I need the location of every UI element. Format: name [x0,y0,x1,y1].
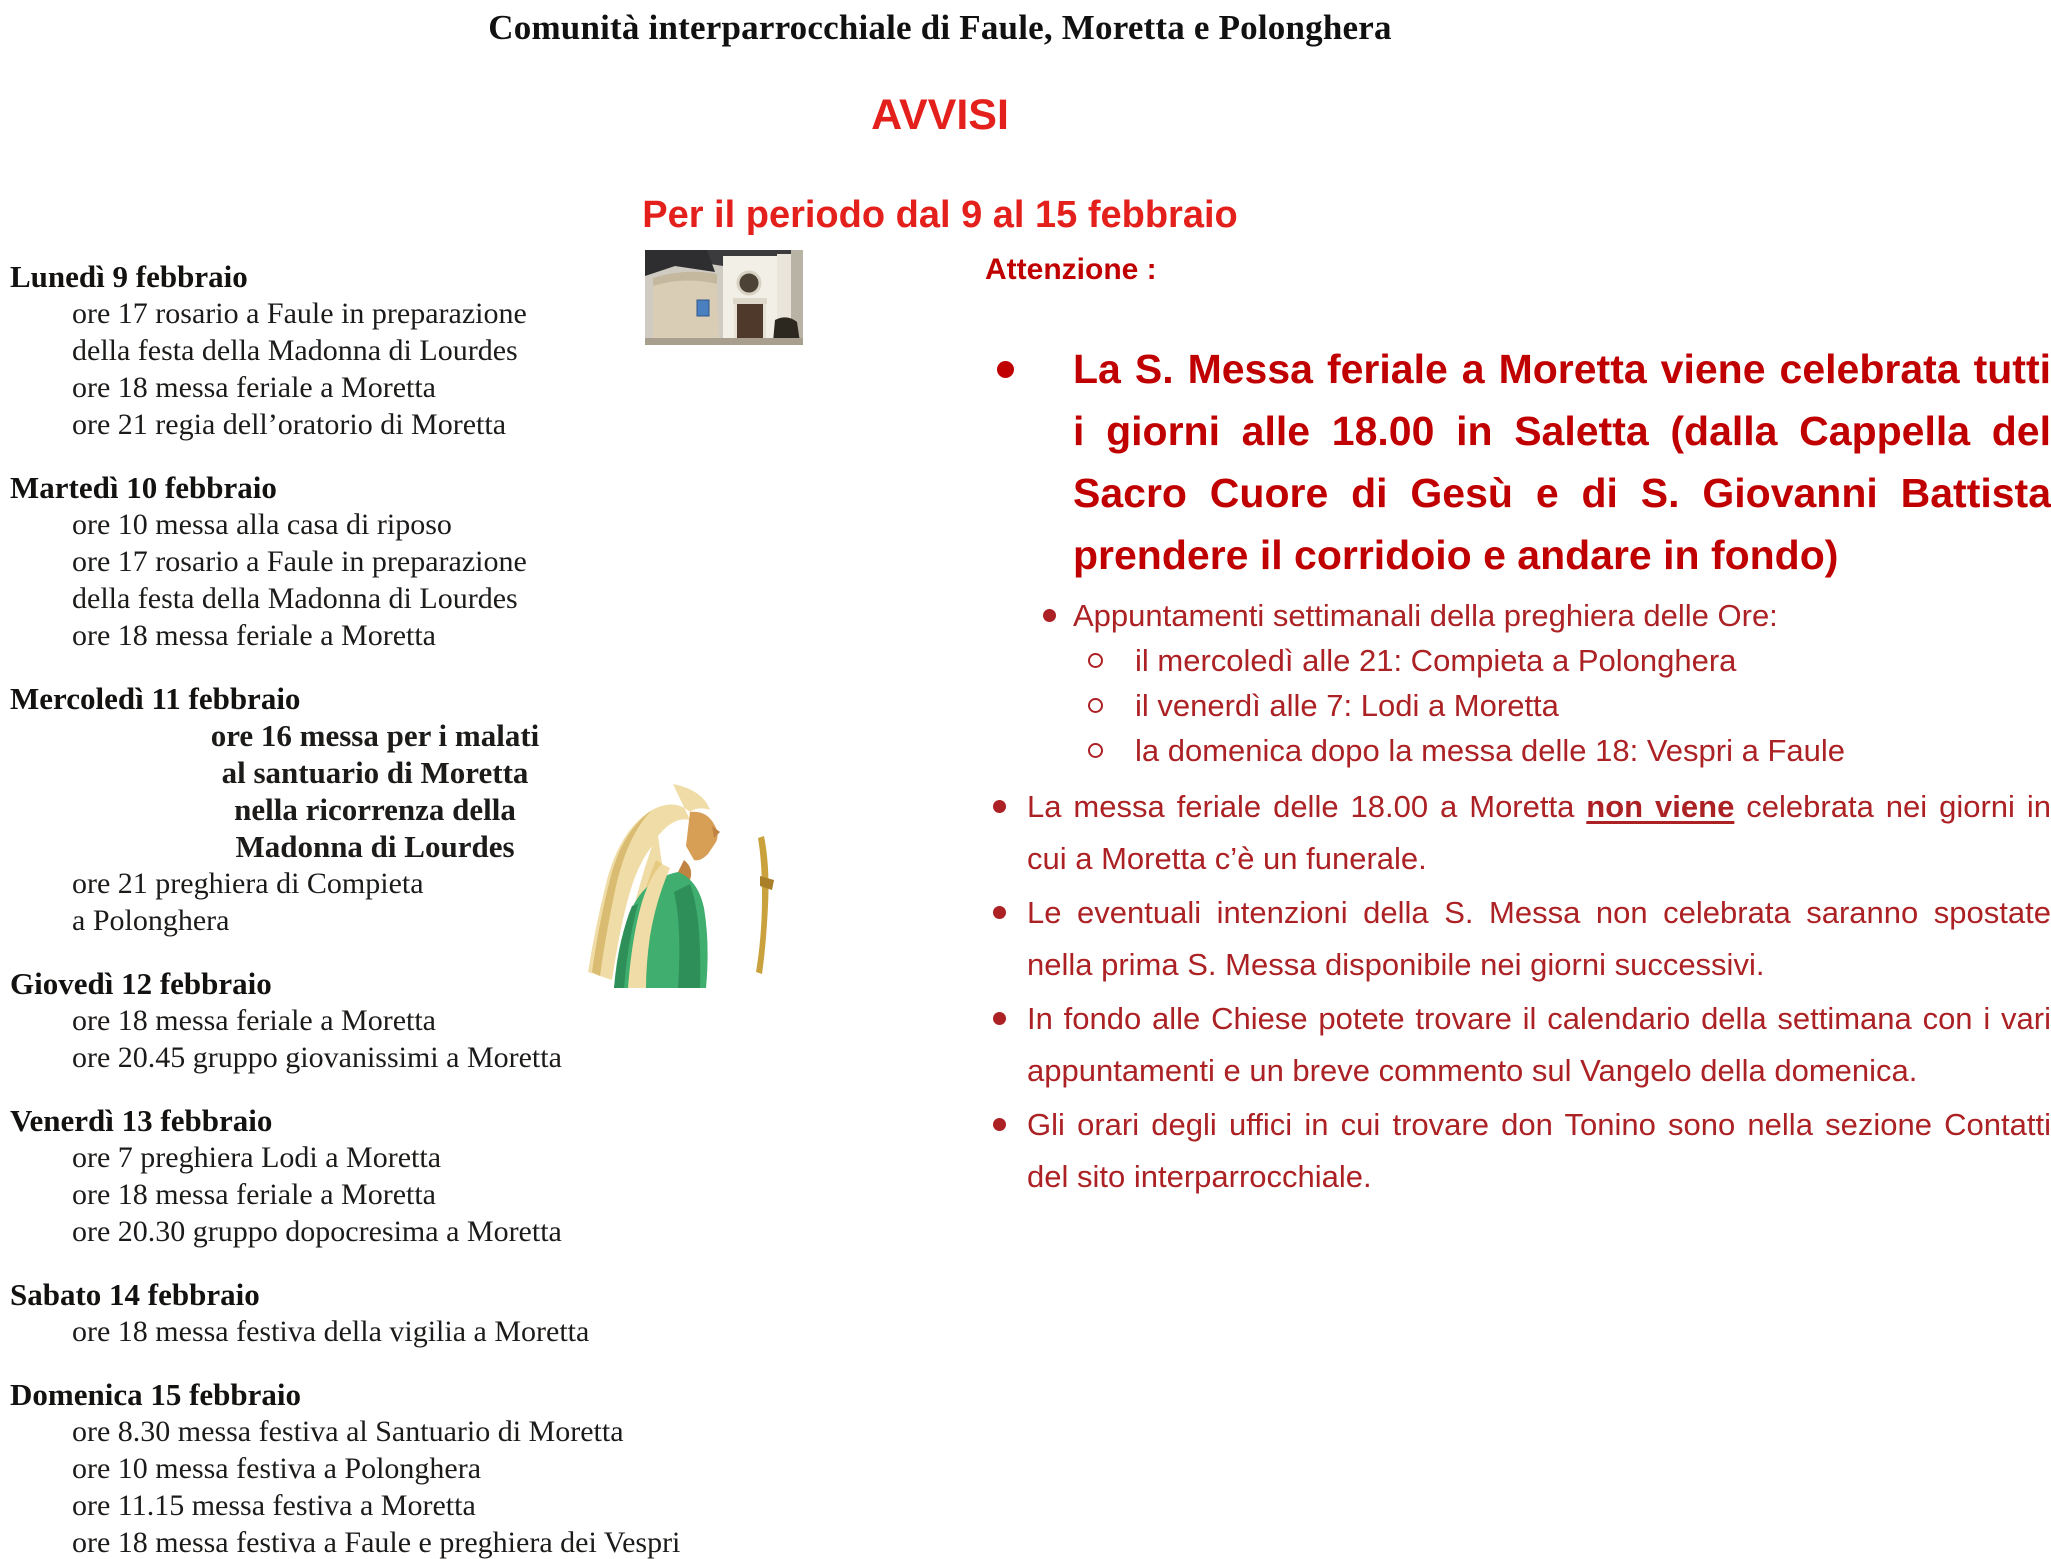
appointment-item: il mercoledì alle 21: Compieta a Polonghera [985,638,2051,683]
page-title: AVVISI [871,91,1009,140]
schedule-day [10,469,970,654]
main-notice-bullet: La S. Messa feriale a Moretta viene celebrata tutti i giorni alle 18.00 in Saletta (dalla Cappella del Sacro Cuore di Gesù e di S. Giovanni Battista prendere il corridoio e andare in fondo) [985,338,2051,586]
schedule-line: della festa della Madonna di Lourdes [72,334,518,367]
emphasized-text: non viene [1586,789,1735,824]
appointments-label: Appuntamenti settimanali della preghiera delle Ore: [985,593,2051,638]
period-subtitle: Per il periodo dal 9 al 15 febbraio [642,193,1238,236]
schedule-line: ore 17 rosario a Faule in preparazione [72,297,527,330]
schedule-line: al santuario di Moretta [221,755,529,790]
schedule-line: ore 20.45 gruppo giovanissimi a Moretta [72,1041,562,1074]
schedule-day [10,1276,970,1350]
day-name: Sabato 14 febbraio [10,1277,260,1312]
schedule-line: ore 17 rosario a Faule in preparazione [72,545,527,578]
day-name: Giovedì 12 febbraio [10,966,272,1001]
notice-bullet [985,781,2051,885]
schedule-line: Madonna di Lourdes [235,829,515,864]
schedule-line: ore 18 messa feriale a Moretta [72,1004,436,1037]
schedule-line: ore 20.30 gruppo dopocresima a Moretta [72,1215,562,1248]
notice-text: Le eventuali intenzioni della S. Messa non celebrata saranno spostate nella prima S. Messa disponibile nei giorni successivi. [1027,895,2051,982]
schedule-line: ore 21 preghiera di Compieta [72,867,424,900]
schedule-day [10,965,970,1076]
day-name: Martedì 10 febbraio [10,470,277,505]
schedule-line: ore 10 messa alla casa di riposo [72,508,452,541]
attention-heading: Attenzione : [985,253,1157,286]
notice-bullet [985,993,2051,1097]
community-title: Comunità interparrocchiale di Faule, Moretta e Polonghera [488,8,1392,47]
day-name: Lunedì 9 febbraio [10,259,248,294]
notice-list [985,781,2051,1203]
notice-text: La messa feriale delle 18.00 a Moretta [1027,789,1587,824]
schedule-line: ore 18 messa feriale a Moretta [72,1178,436,1211]
notice-text: celebrata nei giorni in cui a Moretta c’è un funerale. [1027,789,2051,876]
schedule-line: ore 18 messa festiva a Faule e preghiera dei Vespri [72,1526,681,1559]
day-name: Venerdì 13 febbraio [10,1103,273,1138]
schedule-line: ore 18 messa festiva della vigilia a Moretta [72,1315,590,1348]
appointment-item: la domenica dopo la messa delle 18: Vespri a Faule [985,728,2051,773]
notice-bullet [985,1099,2051,1203]
schedule-line: a Polonghera [72,904,230,937]
schedule-line: della festa della Madonna di Lourdes [72,582,518,615]
schedule-line: ore 21 regia dell’oratorio di Moretta [72,408,507,441]
schedule-line: nella ricorrenza della [234,792,516,827]
notice-bullet [985,887,2051,991]
schedule-line: ore 10 messa festiva a Polonghera [72,1452,482,1485]
appointments-list [985,638,2051,773]
schedule-line: ore 7 preghiera Lodi a Moretta [72,1141,442,1174]
day-name: Domenica 15 febbraio [10,1377,302,1412]
schedule-line: ore 18 messa feriale a Moretta [72,371,436,404]
schedule-day [10,680,970,939]
schedule [10,258,970,1559]
notices [985,250,2051,1205]
schedule-line: ore 11.15 messa festiva a Moretta [72,1489,476,1522]
schedule-line: ore 16 messa per i malati [210,718,540,753]
schedule-day [10,1102,970,1250]
schedule-day [10,258,970,443]
notice-text: Gli orari degli uffici in cui trovare don Tonino sono nella sezione Contatti del sito interparrocchiale. [1027,1107,2051,1194]
appointment-item: il venerdì alle 7: Lodi a Moretta [985,683,2051,728]
schedule-line: ore 8.30 messa festiva al Santuario di Moretta [72,1415,624,1448]
schedule-line: ore 18 messa feriale a Moretta [72,619,436,652]
schedule-day [10,1376,970,1559]
header [0,0,1880,236]
day-name: Mercoledì 11 febbraio [10,681,301,716]
notice-text: In fondo alle Chiese potete trovare il calendario della settimana con i vari appuntamenti e un breve commento sul Vangelo della domenica. [1027,1001,2051,1088]
